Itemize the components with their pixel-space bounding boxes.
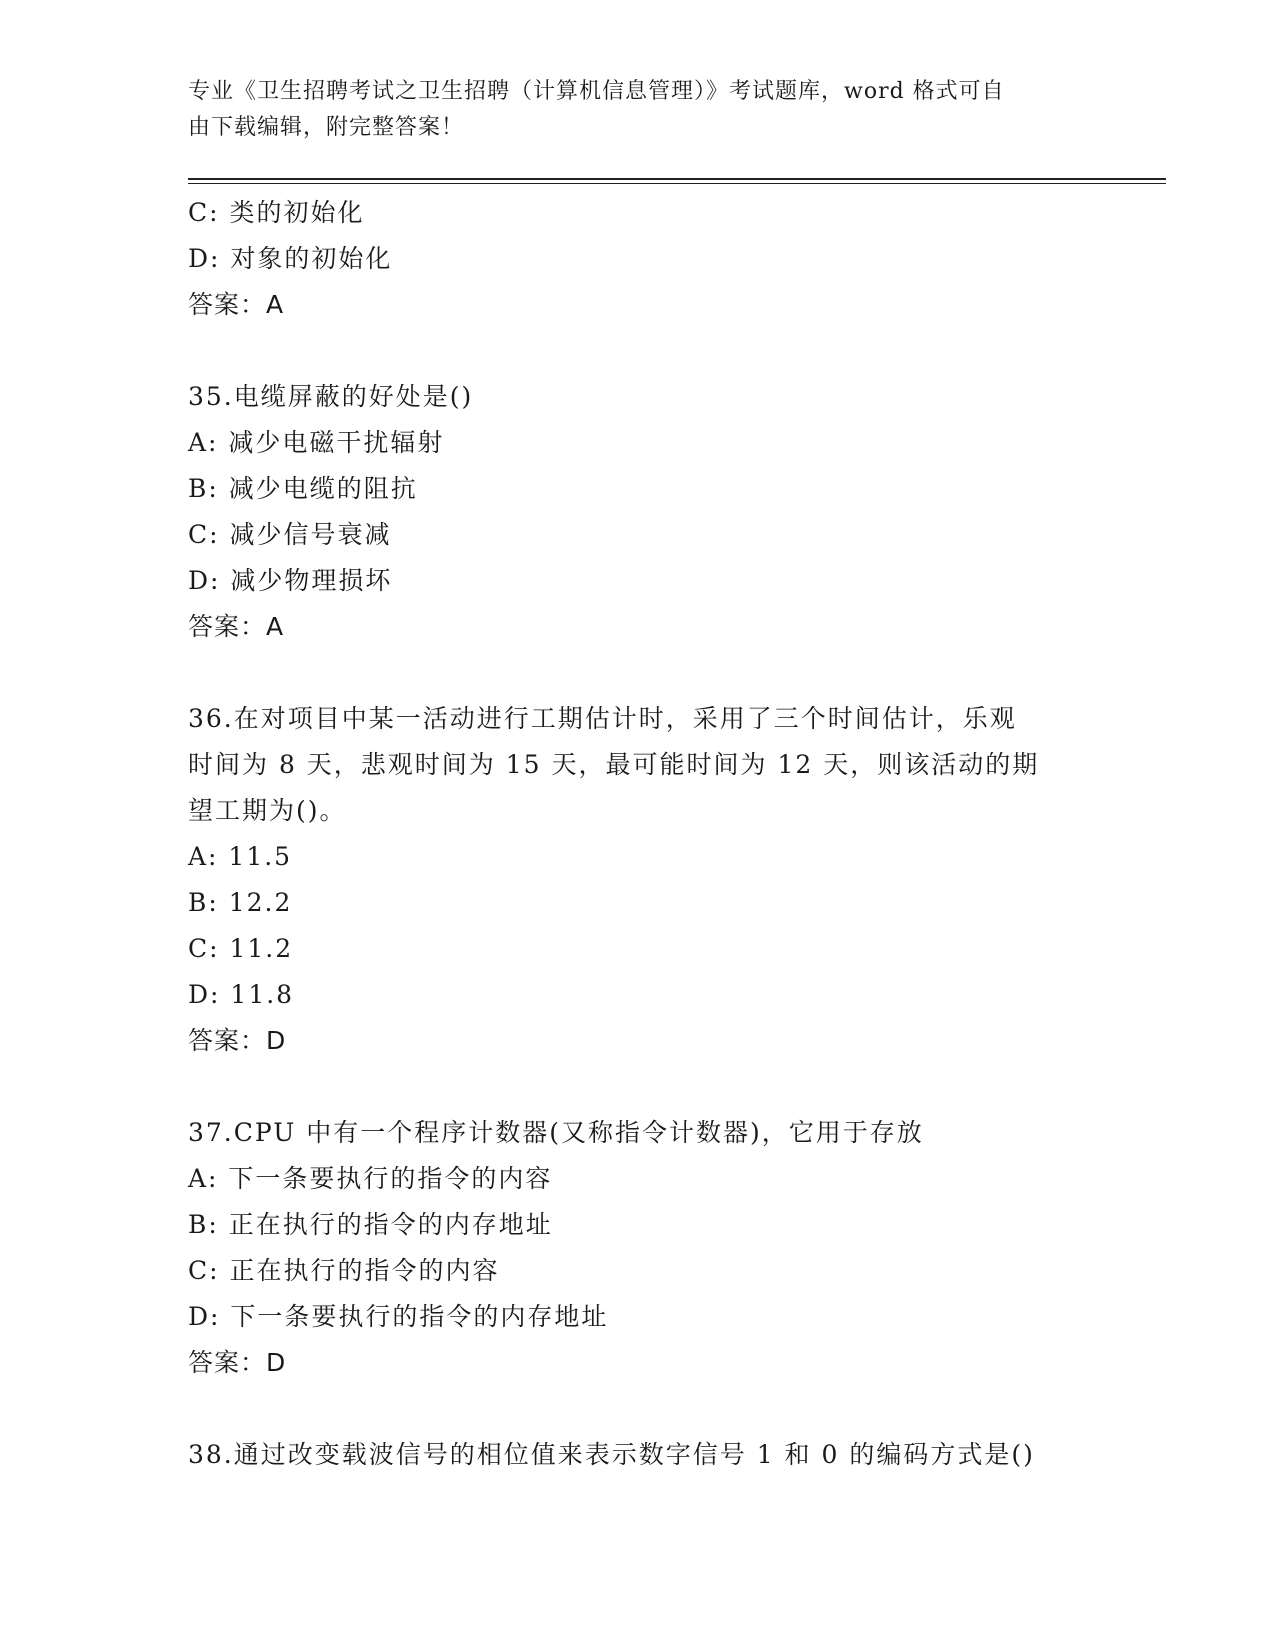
question-36-option-b: B: 12.2 [188,888,293,917]
question-36-text-line-2: 时间为 8 天，悲观时间为 15 天，最可能时间为 12 天，则该活动的期 [188,750,1040,779]
header-line-2: 由下载编辑，附完整答案！ [188,115,465,140]
answer-line: 答案：A [188,290,285,319]
spacer [188,1386,1088,1432]
question-37-text: 37.CPU 中有一个程序计数器(又称指令计数器)，它用于存放 [188,1118,924,1147]
question-37-option-b: B: 正在执行的指令的内存地址 [188,1210,553,1239]
document-header [188,74,1078,146]
question-37-option-d: D: 下一条要执行的指令的内存地址 [188,1302,609,1331]
question-35-option-a: A: 减少电磁干扰辐射 [188,428,445,457]
spacer [188,1064,1088,1110]
header-rule-thick [188,178,1166,180]
question-36-option-a: A: 11.5 [188,842,293,871]
option-d: D: 对象的初始化 [188,244,393,273]
question-36-text-line-1: 36.在对项目中某一活动进行工期估计时，采用了三个时间估计，乐观 [188,704,1017,733]
question-35-text: 35.电缆屏蔽的好处是() [188,382,474,411]
spacer [188,328,1088,374]
header-line-1: 专业《卫生招聘考试之卫生招聘（计算机信息管理）》考试题库，word 格式可自 [188,79,1005,104]
header-rule-thin [188,183,1166,184]
question-37-option-a: A: 下一条要执行的指令的内容 [188,1164,553,1193]
question-38-text: 38.通过改变载波信号的相位值来表示数字信号 1 和 0 的编码方式是() [188,1440,1035,1469]
question-35-option-c: C: 减少信号衰减 [188,520,392,549]
option-c: C: 类的初始化 [188,198,365,227]
question-36-answer: 答案：D [188,1026,287,1055]
question-37-answer: 答案：D [188,1348,287,1377]
question-list [188,190,1088,1478]
question-35-option-d: D: 减少物理损坏 [188,566,393,595]
spacer [188,650,1088,696]
question-37-option-c: C: 正在执行的指令的内容 [188,1256,500,1285]
question-35-answer: 答案：A [188,612,285,641]
question-36-text-line-3: 望工期为()。 [188,796,347,825]
question-36-option-c: C: 11.2 [188,934,294,963]
question-35-option-b: B: 减少电缆的阻抗 [188,474,418,503]
question-36-option-d: D: 11.8 [188,980,295,1009]
